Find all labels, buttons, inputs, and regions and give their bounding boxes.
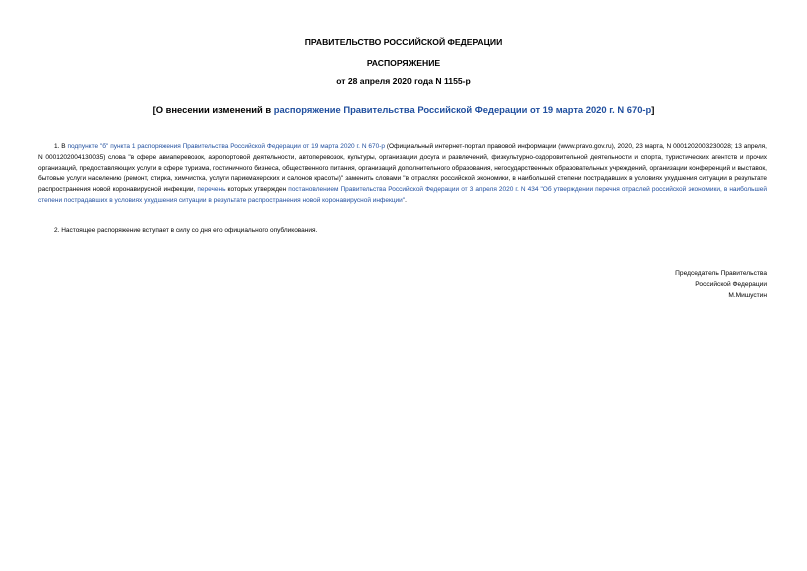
- signature-position: Председатель Правительства: [675, 270, 767, 277]
- signature-name: М.Мишустин: [728, 292, 767, 299]
- paragraph-1-link-list[interactable]: перечень: [197, 186, 226, 194]
- subject-prefix: [О внесении изменений в: [152, 104, 274, 115]
- subject-suffix: ]: [651, 104, 655, 115]
- paragraph-2: 2. Настоящее распоряжение вступает в силу со дня его официального опубликования.: [54, 227, 318, 234]
- document-date-number: от 28 апреля 2020 года N 1155-р: [336, 76, 471, 86]
- paragraph-1: [38, 142, 767, 207]
- government-heading: ПРАВИТЕЛЬСТВО РОССИЙСКОЙ ФЕДЕРАЦИИ: [304, 37, 503, 47]
- paragraph-1-link-order[interactable]: подпункте "б" пункта 1 распоряжения Правительства Российской Федерации от 19 марта 2020 г. N 670-р: [67, 143, 386, 150]
- paragraph-1-text-start: 1. В: [54, 143, 68, 150]
- signature-country: Российской Федерации: [695, 281, 767, 288]
- paragraph-1-text-mid: которых утвержден: [225, 186, 289, 194]
- document-type-heading: РАСПОРЯЖЕНИЕ: [366, 58, 441, 68]
- document-subject: [0, 104, 807, 115]
- subject-link[interactable]: распоряжение Правительства Российской Федерации от 19 марта 2020 г. N 670-р: [273, 104, 652, 115]
- paragraph-1-link-resolution[interactable]: постановлением Правительства Российской Федерации от 3 апреля 2020 г. N 434 "Об утверждении перечня отраслей российской экономики, в наибольшей степени пострадавших в условиях ухудшения ситуации в результате распространения новой коронавирусной инфекции": [38, 186, 767, 204]
- paragraph-1-text-body: (Официальный интернет-портал правовой информации (www.pravo.gov.ru), 2020, 23 марта, N 0001202003230028; 13 апреля, N 0001202004130035) слова "в сфере авиаперевозок, аэропортовой деятельности, автоперевозок, культуры, организации досуга и развлечений, физкультурно-оздоровительной деятельности и спорта, туристических агентств и прочих организаций, предоставляющих услуги в сфере туризма, гостиничного бизнеса, общественного питания, организаций дополнительного образования, негосударственных образовательных учреждений, организации конференций и выставок, бытовые услуги населению (ремонт, стирка, химчистка, услуги парикмахерских и салонов красоты)" заменить словами "в отраслях российской экономики, в наибольшей степени пострадавших в условиях ухудшения ситуации в результате распространения новой коронавирусной инфекции,: [38, 143, 767, 194]
- paragraph-1-text-end: .: [405, 196, 407, 204]
